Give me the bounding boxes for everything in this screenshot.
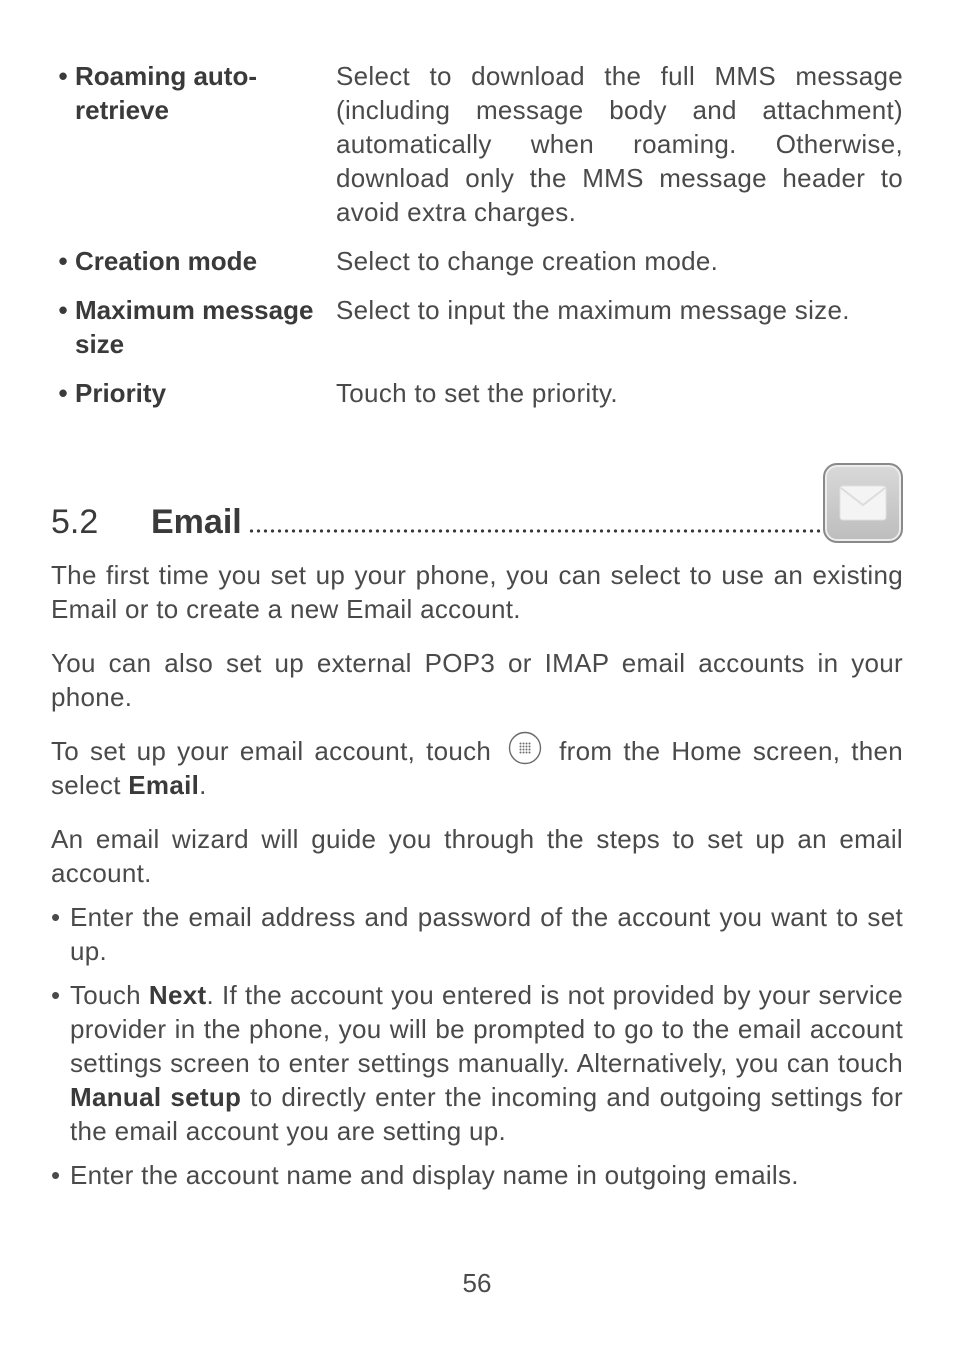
- email-app-icon: [823, 463, 903, 543]
- section-number: 5.2: [51, 503, 99, 541]
- setting-term: [51, 244, 336, 278]
- section-heading: [51, 494, 821, 542]
- text-run: .: [199, 770, 207, 800]
- text-run: Touch: [70, 980, 141, 1010]
- setting-description: Select to download the full MMS message (including message body and attachment) automatically when roaming. Otherwise, download only the MMS message header to avoid extra charges.: [336, 61, 903, 227]
- paragraph: You can also set up external POP3 or IMAP email accounts in your phone.: [51, 648, 903, 712]
- list-item: [51, 1158, 903, 1192]
- setting-roaming-auto-retrieve: [51, 59, 903, 229]
- setup-steps-list: [51, 900, 903, 1192]
- list-item: [51, 978, 903, 1148]
- text-run: to directly enter the incoming and outgoing settings for the email account you are setting up.: [70, 1082, 903, 1146]
- bullet: •: [51, 1160, 61, 1190]
- setting-priority: [51, 376, 903, 410]
- section-body: [51, 558, 903, 1202]
- setting-maximum-message-size: [51, 293, 903, 361]
- text-run: . If the account you entered is not provided by your service provider in the phone, you will be prompted to go to the email account settings screen to enter settings manually. Alternatively, you can touch: [70, 980, 903, 1078]
- setting-description: Touch to set the priority.: [336, 378, 618, 408]
- paragraph: The first time you set up your phone, you can select to use an existing Email or to create a new Email account.: [51, 560, 903, 624]
- bold-term-email: Email: [128, 770, 200, 800]
- bullet: •: [58, 378, 68, 408]
- page-number: 56: [462, 1268, 492, 1298]
- bullet: •: [58, 61, 68, 91]
- text-run: To set up your email account, touch: [51, 736, 492, 766]
- mms-settings-list: [51, 59, 903, 425]
- dot-leader: [248, 529, 821, 533]
- paragraph: An email wizard will guide you through the steps to set up an email account.: [51, 824, 903, 888]
- setting-term-text: Maximum message size: [75, 295, 314, 359]
- app-drawer-icon: [508, 731, 542, 765]
- setting-creation-mode: [51, 244, 903, 278]
- list-item-text: Enter the account name and display name in outgoing emails.: [70, 1160, 799, 1190]
- setting-term-text: Priority: [75, 378, 167, 408]
- bullet: •: [58, 246, 68, 276]
- bold-term-manual-setup: Manual setup: [70, 1082, 242, 1112]
- list-item-text: [70, 978, 903, 1148]
- bullet: •: [58, 295, 68, 325]
- setting-term: [51, 59, 336, 229]
- manual-page: [51, 0, 903, 1356]
- setting-term-text: Roaming auto-retrieve: [75, 61, 257, 125]
- text-run: from the Home screen, then select: [51, 736, 904, 800]
- bullet: •: [51, 902, 61, 932]
- setting-term: [51, 293, 336, 361]
- setting-term-text: Creation mode: [75, 246, 258, 276]
- bullet: •: [51, 980, 61, 1010]
- bold-term-next: Next: [148, 980, 207, 1010]
- setting-description: Select to input the maximum message size.: [336, 295, 850, 325]
- list-item-text: Enter the email address and password of the account you want to set up.: [70, 902, 903, 966]
- envelope-icon: [839, 485, 887, 521]
- setting-description: Select to change creation mode.: [336, 246, 719, 276]
- paragraph-setup-instructions: [51, 734, 903, 802]
- list-item: [51, 900, 903, 968]
- section-title: Email: [151, 503, 242, 541]
- setting-term: [51, 376, 336, 410]
